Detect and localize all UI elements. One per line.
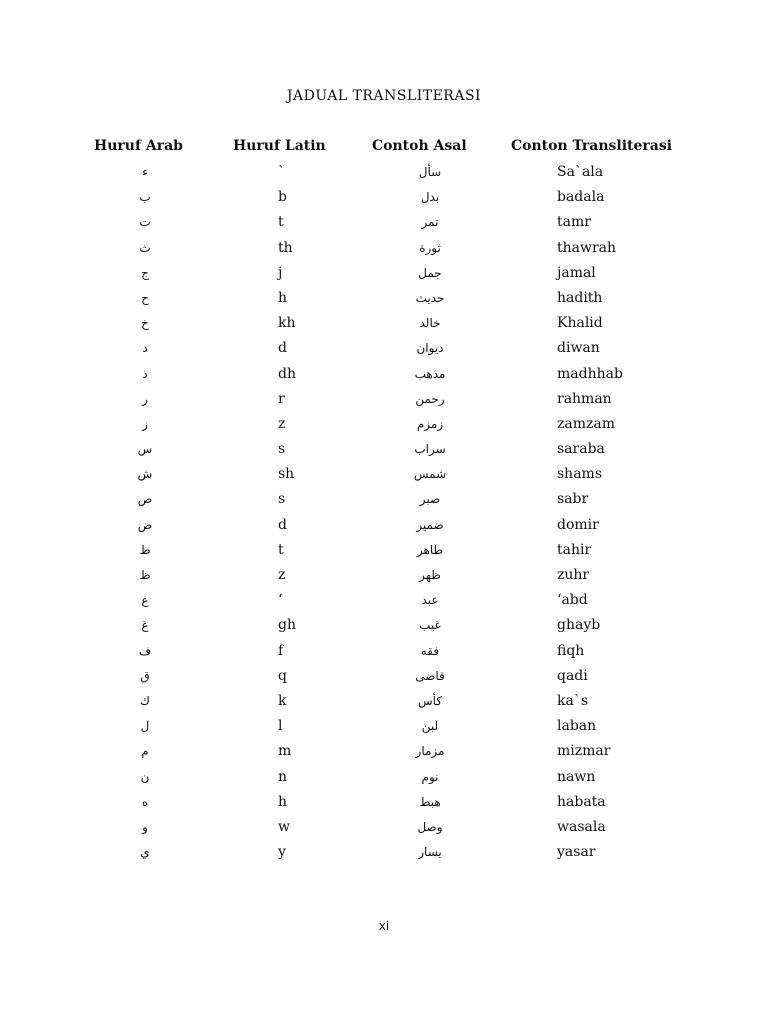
cell-transliterasi: zuhr [557, 567, 590, 583]
table-row [0, 362, 768, 387]
cell-transliterasi: badala [557, 189, 605, 206]
table-row [0, 639, 768, 664]
cell-huruf-latin: y [278, 844, 286, 861]
cell-huruf-arab: ك [140, 693, 150, 708]
cell-huruf-latin: d [278, 340, 287, 357]
cell-contoh-asal: فقه [420, 643, 440, 658]
cell-transliterasi: tamr [557, 214, 591, 231]
cell-transliterasi: ‘abd [557, 592, 588, 609]
table-row [0, 487, 768, 512]
cell-huruf-arab: ه [141, 794, 149, 809]
cell-contoh-asal: ظهر [419, 568, 441, 582]
table-header [0, 138, 768, 156]
cell-contoh-asal: زمزم [416, 416, 444, 431]
cell-huruf-arab: ف [138, 643, 152, 658]
cell-contoh-asal: جمل [418, 265, 442, 280]
cell-huruf-latin: ` [278, 164, 285, 180]
cell-huruf-arab: م [141, 744, 149, 759]
cell-huruf-latin: b [278, 189, 287, 206]
table-row [0, 790, 768, 815]
table-row [0, 387, 768, 412]
cell-huruf-latin: n [278, 768, 288, 785]
cell-huruf-arab: ظ [139, 568, 151, 582]
cell-transliterasi: zamzam [557, 415, 615, 432]
table-row [0, 462, 768, 487]
cell-contoh-asal: رحمن [415, 391, 445, 406]
table-row [0, 588, 768, 613]
table-row [0, 739, 768, 764]
cell-contoh-asal: طاهر [416, 542, 444, 557]
cell-huruf-arab: س [137, 442, 153, 457]
cell-transliterasi: yasar [557, 844, 596, 861]
cell-contoh-asal: سأل [418, 165, 442, 179]
cell-huruf-arab: ق [140, 668, 150, 683]
cell-contoh-asal: ثورة [419, 240, 441, 255]
cell-huruf-arab: و [142, 819, 148, 834]
cell-transliterasi: ka`s [557, 692, 589, 709]
cell-huruf-latin: j [278, 264, 283, 281]
table-row [0, 765, 768, 790]
cell-huruf-latin: s [278, 491, 286, 508]
cell-huruf-arab: ش [137, 467, 153, 482]
page-title: JADUAL TRANSLITERASI [286, 88, 482, 104]
cell-contoh-asal: خالد [419, 316, 441, 331]
cell-huruf-latin: z [278, 567, 286, 583]
cell-huruf-arab: ر [142, 391, 148, 406]
cell-huruf-arab: د [142, 341, 148, 356]
cell-huruf-arab: ب [139, 190, 151, 205]
cell-huruf-latin: kh [278, 315, 296, 332]
table-row [0, 236, 768, 261]
cell-transliterasi: mizmar [557, 743, 611, 760]
cell-transliterasi: diwan [557, 340, 600, 357]
cell-huruf-arab: غ [141, 618, 149, 633]
cell-contoh-asal: تمر [421, 215, 439, 230]
cell-contoh-asal: هبط [419, 794, 441, 809]
cell-contoh-asal: يسار [418, 845, 442, 860]
header-huruf-arab: Huruf Arab [94, 138, 183, 154]
cell-huruf-latin: ‘ [278, 592, 283, 609]
table-row [0, 613, 768, 638]
cell-huruf-latin: f [278, 642, 284, 659]
table-row [0, 815, 768, 840]
cell-contoh-asal: ديوان [416, 341, 444, 356]
cell-transliterasi: nawn [557, 768, 596, 785]
cell-transliterasi: shams [557, 466, 603, 483]
table-row [0, 689, 768, 714]
cell-huruf-latin: d [278, 516, 287, 533]
cell-huruf-arab: ذ [142, 366, 148, 381]
table-row [0, 311, 768, 336]
cell-huruf-latin: h [278, 793, 288, 810]
cell-contoh-asal: غيب [419, 618, 441, 633]
table-row [0, 664, 768, 689]
cell-contoh-asal: مزمار [415, 744, 445, 759]
cell-huruf-arab: ث [139, 240, 151, 255]
cell-huruf-latin: q [278, 667, 287, 684]
table-row [0, 261, 768, 286]
cell-huruf-latin: w [278, 818, 290, 835]
header-contoh-transliterasi: Conton Transliterasi [511, 138, 673, 154]
cell-huruf-latin: sh [278, 466, 295, 483]
cell-transliterasi: Khalid [557, 315, 603, 332]
cell-contoh-asal: حديث [415, 290, 445, 305]
cell-transliterasi: tahir [557, 541, 592, 558]
cell-transliterasi: domir [557, 516, 599, 533]
cell-huruf-arab: ز [142, 416, 148, 431]
cell-huruf-latin: l [278, 718, 283, 735]
table-row [0, 210, 768, 235]
cell-huruf-arab: ج [141, 265, 149, 280]
cell-transliterasi: hadith [557, 289, 603, 306]
cell-transliterasi: jamal [557, 264, 596, 281]
cell-huruf-arab: ء [142, 165, 148, 179]
table-row [0, 714, 768, 739]
table-row [0, 412, 768, 437]
cell-huruf-latin: th [278, 239, 293, 256]
cell-contoh-asal: عبد [421, 593, 439, 608]
table-row [0, 160, 768, 185]
cell-huruf-latin: t [278, 214, 284, 231]
cell-huruf-latin: m [278, 743, 292, 760]
table-row [0, 286, 768, 311]
table-row [0, 563, 768, 588]
table-row [0, 513, 768, 538]
cell-transliterasi: thawrah [557, 239, 617, 256]
cell-transliterasi: ghayb [557, 617, 601, 634]
cell-huruf-arab: ط [139, 542, 151, 557]
table-row [0, 185, 768, 210]
cell-transliterasi: fiqh [557, 642, 585, 659]
transliteration-table [0, 160, 768, 865]
cell-contoh-asal: سراب [414, 442, 446, 457]
cell-huruf-latin: gh [278, 617, 296, 634]
cell-contoh-asal: بدل [420, 190, 440, 205]
cell-contoh-asal: وصل [417, 819, 443, 834]
cell-huruf-latin: dh [278, 365, 296, 382]
cell-contoh-asal: كأس [417, 693, 443, 708]
page-number: xi [378, 919, 390, 933]
cell-huruf-latin: h [278, 289, 288, 306]
cell-transliterasi: qadi [557, 667, 588, 684]
cell-transliterasi: madhhab [557, 365, 623, 382]
cell-transliterasi: laban [557, 718, 597, 735]
cell-huruf-arab: ن [140, 769, 150, 784]
cell-huruf-latin: r [278, 390, 285, 407]
cell-huruf-arab: ع [141, 593, 149, 608]
cell-huruf-arab: ض [137, 517, 153, 532]
cell-contoh-asal: مذهب [414, 366, 446, 381]
cell-contoh-asal: قاضى [415, 668, 445, 683]
cell-contoh-asal: شمس [413, 467, 447, 482]
table-row [0, 437, 768, 462]
cell-transliterasi: saraba [557, 441, 605, 458]
cell-transliterasi: Sa`ala [557, 164, 604, 180]
cell-huruf-latin: t [278, 541, 284, 558]
cell-transliterasi: rahman [557, 390, 612, 407]
table-row [0, 840, 768, 865]
header-huruf-latin: Huruf Latin [233, 138, 326, 154]
cell-huruf-latin: k [278, 692, 287, 709]
header-contoh-asal: Contoh Asal [372, 138, 467, 154]
cell-transliterasi: habata [557, 793, 606, 810]
table-row [0, 336, 768, 361]
cell-contoh-asal: صبر [419, 492, 441, 507]
cell-contoh-asal: ضمير [416, 517, 444, 532]
cell-huruf-arab: ل [140, 719, 150, 734]
cell-huruf-arab: ت [139, 215, 151, 230]
cell-transliterasi: wasala [557, 818, 606, 835]
cell-huruf-arab: ي [140, 845, 150, 860]
cell-contoh-asal: نوم [421, 769, 439, 784]
cell-huruf-arab: ح [141, 290, 149, 305]
cell-transliterasi: sabr [557, 491, 589, 508]
cell-contoh-asal: لبن [421, 719, 439, 734]
cell-huruf-latin: s [278, 441, 286, 458]
table-row [0, 538, 768, 563]
cell-huruf-latin: z [278, 415, 286, 432]
cell-huruf-arab: ص [137, 492, 153, 507]
cell-huruf-arab: خ [141, 316, 149, 331]
